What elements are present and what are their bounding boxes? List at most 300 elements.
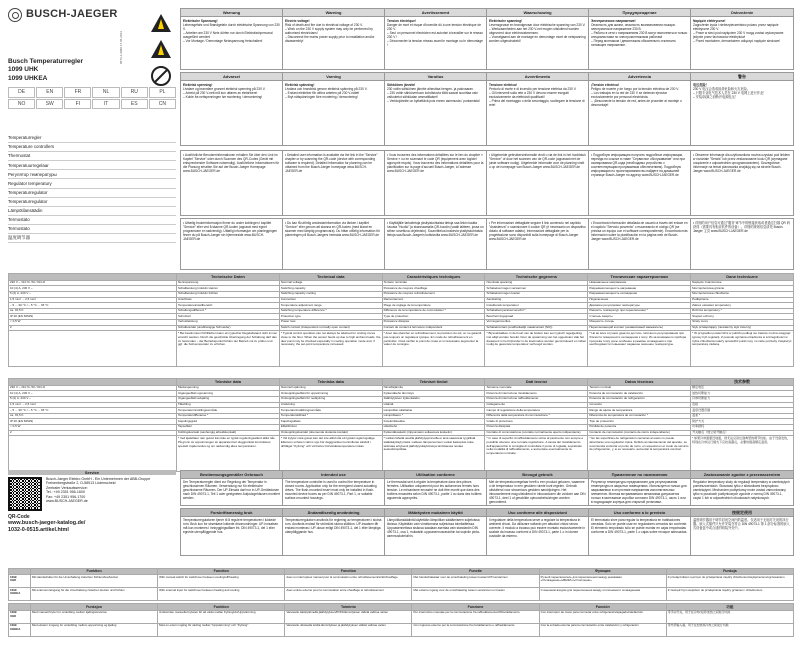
service-heading: Service [8,470,176,475]
technical-data-table-1 [8,273,794,367]
language-code[interactable]: ES [121,99,148,109]
usage-column [283,509,385,555]
tech-label: Switching capacity cooling [279,291,382,297]
usage-column [385,509,487,555]
tech-label: 功率损耗 [691,424,794,430]
tech-label: Anschluss [177,297,280,303]
warning-title: Tensione elettrica! [489,82,517,87]
warning-line: – Arbeid på 230 V-nett må kun utføres av elektrikere! [183,90,258,95]
tech-label: Nominale spanning [485,280,588,286]
warnings-row-1 [180,8,794,70]
tech-label: Tensione nominale [485,385,588,391]
warning-body [691,17,793,44]
tech-label: Schakelcontact (onafhankelijk maakcontact (NO)) [485,325,588,331]
tech-label: Conexión [588,402,691,408]
tech-value: 10 (4) A, 230 V ~ [9,286,177,292]
usage-column [589,471,691,505]
function-header: Toiminto [285,604,412,610]
tech-notes-row [9,331,794,367]
tech-table [8,273,794,367]
tech-label: Nominell spänning [279,385,382,391]
product-title: Busch Temperaturregler [8,58,84,65]
function-model [9,610,31,623]
tech-label: Switch contact (independent normally open contact) [279,325,382,331]
function-text: Med ekstern inngang for omkobling mellom oppvarming og kjøling [31,623,158,636]
usage-column [589,509,691,555]
warning-line: – Voorafgaand aan de montage en demontage moet de netspanning worden uitgeschakeld! [489,34,586,43]
warning-title: Sähköinen jännite! [387,82,416,87]
tech-label: Potenza dissipata [485,424,588,430]
tech-label: Protection type [279,314,382,320]
language-code[interactable]: FR [64,87,91,97]
warning-line: – Перед монтажом / демонтажом обязательно отключить питающее напряжение. [591,38,676,47]
tech-value: IP 20 (EN 60529) [9,314,177,320]
tech-label: Utgangseffekt oppvarming [177,391,280,397]
warning-heading: Предупреждение [589,9,690,17]
usage-text: Regulator temperatury służy do regulacji temperatury w zamkniętych pomieszczeniach. Stosować tylko z siłownikami bezprądowo zamkniętymi. Mechanizm podtynkowy może zostać zamontowany tylko w puszkach podtynkowych zgodnie z normą DIN 49073-1, część 1 lub w odpowiednich obudowach natynkowych. [693,480,790,500]
usage-column [691,509,793,555]
tech-label: Diferencia de temperatura de conmutación * [588,413,691,419]
warning-title: Elektrische Spannung! [183,18,218,23]
warning-line: 230 voltin sähköinen jännite aiheuttaa hengen- ja palovaaran. [387,86,474,91]
function-text: Con la entrada externa para la conmutación entre calefacción y refrigeración [539,623,666,636]
language-code[interactable]: NO [8,99,35,109]
function-model [9,588,31,601]
info-column [589,151,691,215]
info-column [589,219,691,269]
function-model [9,575,31,588]
tech-note: * Typical control operation can not always be attained for cooling zones close to the floor. When the sensor feeds up due to high ambient loads, the dew point may be checked especially in cooling operation mode and, if necessary, the set-point temperature increased. [279,331,382,367]
catalog-url-2[interactable]: 1032-0-0515.artikel.html [8,526,69,533]
function-header: Function [158,569,285,575]
warning-line: Livsfare og brannfare grunnet elektrisk spenning på 230 V. [183,86,266,91]
function-header: Funzione [412,604,539,610]
warning-line: – Koble fra nettspenningen før montering / demontering! [183,94,263,99]
info-column [385,219,487,269]
info-text: • Käyttäjälle tarkoitetuja yksityiskohtaisia tietoja saa linkin kautta luvusta "Huolto" ja skannaamalla QR-koodin (vaatii laitteen, jossa on siihen soveltuva ohjelmisto). Suunnittelua koskevia yksityiskohtaisia tietoja saa Busch-Jaegerin kotisivuilta www.BUSCH-JAEGER.de [387,220,484,237]
info-text: • Uitgebreide gebruikersinformatie vindt u via de link in het hoofdstuk "Service" of door het scannen van de QR-code (apparaat met de juiste software nodig). Uitgebreide informatie voor de planning vindt u op de homepage van Busch-Jaeger www.BUSCH-JAEGER.de [489,152,586,169]
warning-column [283,9,385,69]
info-column [487,219,589,269]
usage-column [691,471,793,505]
function-row [9,588,794,601]
service-line: Zentraler Verkaufsservice: [46,485,88,490]
warning-body [487,17,588,44]
busch-jaeger-logo-icon [8,8,22,22]
tech-label: Potencia de conmutación de calefacción [588,391,691,397]
tech-label: Разрывная мощность нагревание [588,286,691,292]
usage-text: Met de temperatuurregelaar heeft u een product gekozen, waarmee u de temperatuur in een gesloten ruimte kunt regelen. Gebruik uitsluitend voor stroomloos gesloten aandrijvingen. Het inbouwelement mag uitsluitend in inbouwdozen die voldoen aan DIN 49073-1, deel 1 of geschikte opbouwbehuizingen worden gemonteerd. [489,480,586,504]
tech-label: Temperaturinnstillingsområde [177,408,280,414]
tech-note: * In caso di superfici di raffreddamento vicine al pavimento non sempre è possibile ottenere una normale regolazione. A causa del riscaldamento dell'apparecchio si consiglia di controllare il punto di rugiada, soprattutto nella modalità di raffreddamento, e aumentare eventualmente la temperatura nominale. [485,436,588,472]
tech-label: Podłączenie [691,297,794,303]
tech-value: IP 20 (EN 60529) [9,419,177,425]
tech-label: Kytkentäkosketin (riippumaton sulkeutuva kosketin) [382,430,485,436]
warning-line: – Endast elektriker får utföra arbeten på 230 V-nätet! [285,90,360,95]
usage-heading: Zastosowanie zgodne z przeznaczeniem [691,471,793,479]
warning-body [181,81,282,100]
function-text: 带手动开关，用于在冷却/关闭/加热之间进行切换 [666,610,793,623]
warning-line: – Los trabajos en la red de 230 V se deberán ejecutar exclusivamente por personal electricista. [591,90,668,99]
service-line: Tel.: +49 2351 956-1600 [46,490,85,495]
tech-label: Tapseffekt [177,424,280,430]
warning-line: – Prima del montaggio o dello smontaggio, scollegare la tensione di rete! [489,98,585,107]
tech-label: 额定电压 [691,385,794,391]
info-text: • Подробную информацию получить подробные информации, перейдя по ссылке в главе "Сервисное обслуживание" или при сканировании QR-кода (необходимо устройство с соответствующим программным обеспечением). Подробную информацию по проектированию вы найдете на домашней странице Busch-Jaeger по адресу www.BUSCH-JAEGER.de [591,152,685,177]
tech-label: Anslutning [279,402,382,408]
function-text: Con ingresso esterno per la commutazione fra riscaldamento e raffreddamento [412,623,539,636]
language-code[interactable]: PL [149,87,176,97]
tech-note: * Ved kjøleflater nær gulvet kan ikke en typisk reguleringsatferd alltid nås. På grunn av oppvarmingen av apparatet bør duggpunktet kontrolleres spesielt i kjølemodus og om nødvendig økes temperaturen. [177,436,280,472]
function-text: Varustettu ulkoisella tulolla lämmityksen ja jäähdytyksen välistä vaihtoa varten [285,623,412,636]
tech-note: * Bij koelvlakken in de buurt van de bodem kan een typisch regelgedrag niet altijd worden bereikt. Door de opwarming van het opgesloten vlak het dauwpunt in het bijzonder in de koelmodus worden gecontroleerd en indien nodig de gewenste temperatuur verhoogd worden. [485,331,588,367]
tech-label: Utgangseffekt avkjøling [177,396,280,402]
function-text: 带外部输入端，用于在加热和冷却之间进行切换 [666,623,793,636]
warning-body [283,81,384,100]
warning-body [691,81,793,100]
warning-line: – Prace w sieci pod napięciem 230 V mogą zostać wykonywane jedynie przez fachowców elektryków! [693,30,784,39]
warning-line: – 安装/拆卸之前断开电源电压！ [693,94,738,99]
tech-value: – 5 ... 30 °C / – 5 °C ... 45 °C [9,408,177,414]
warning-heading: Advarsel [181,73,282,81]
tech-header: Technische gegevens [485,274,588,281]
function-text: Met handschakelaar voor de omschakeling tussen koelen/UIT/verwarmen [412,575,539,588]
tech-label: Campo di regolazione della temperatura [485,408,588,414]
tech-label: Zakres ustawień temperatury [691,303,794,309]
warning-body [385,17,486,48]
tech-label: Styk przełączający (niezależny styk zwierny) [691,325,794,331]
function-header: Funkcja [666,569,793,575]
function-tables [8,568,794,639]
function-row [9,623,794,636]
model-number: 1099 [10,587,17,592]
tech-label: Instelbereik temperatuur [485,303,588,309]
tech-notes-blank [9,331,177,367]
tech-label: Contatto di commutazione (contatto normalmente aperto indipendente) [485,430,588,436]
info-column [691,219,793,269]
tech-note: * 如果冷却面靠近地面，则无法总是达到典型的调节性能。由于设备发热，特别在冷却运行模式下应检查露点，必要时提高额定温度。 [691,436,794,472]
tech-label: 开关触点（独立常开触点） [691,430,794,436]
technical-data-table-2 [8,378,794,472]
tech-label: Schakelvermogen koelen [485,291,588,297]
tech-label: Différence de la température de commutation * [382,308,485,314]
info-text: • Encontrará información detallada de usuario a través del enlace en el capítulo "Servicio posventa" o escaneando el código QR (se precisa un equipo con el software correspondiente). Encontrará más información sobre la planificación en la página web de Busch-Jaeger www.BUSCH-JAEGER.de [591,220,688,241]
function-text: Med manuell bryter for omkobling mellom kjøling/av/varme [31,610,158,623]
usage-text: Регулятор температуры предназначен для регулирования температуры в закрытых помещениях. Используется только для закрываемых в отсутствие напряжения исполнительных элементов. Монтаж встраиваемого механизма допускается только в монтажные коробки согласно DIN 49073-1, часть 1 или в подходящие корпуса для открытой установки. [591,480,687,504]
warnings-row-2 [180,72,794,146]
usage-column [487,509,589,555]
tech-value: 1,5 mm² ... 2,5 mm² [9,402,177,408]
language-code[interactable]: RU [121,87,148,97]
warning-column [181,9,283,69]
tech-value: – 5 ... 30 °C / – 5 °C ... 45 °C [9,303,177,309]
tech-label: Puissance de coupure refroidissement [382,291,485,297]
function-text: Avec entrée externe pour la commutation entre chauffage et refroidissement [285,588,412,601]
warning-heading: Avertissement [385,9,486,17]
tech-label: Lämpötilaero * [382,413,485,419]
tech-label: Temperaturskillnad * [279,413,382,419]
tech-value: 230 V ~ ±10 %, 50 / 60 Hz [9,385,177,391]
usage-heading: Utilisation conforme [385,471,486,479]
tech-label: Merkespenning [177,385,280,391]
language-code[interactable]: SW [36,99,63,109]
tech-label: Häviöteho [382,424,485,430]
catalog-url-1[interactable]: www.busch-jaeger-katalog.de/ [8,520,86,527]
tech-value: < 0,5 W [9,319,177,325]
tech-label: Verlustleistung [177,319,280,325]
warning-line: – Vor Montage / Demontage Netzspannung freischalten! [183,38,263,43]
usage-text: The temperature controller is used to control the temperature in closed rooms. Application only for the energized closed actuating drives. The flush-mounted insert must only be installed in flush-mounted device boxes as per DIN 49073-1, Part 1, or suitable surface-mounted housings. [285,480,377,500]
tech-label: Aansluiting [485,297,588,303]
tech-label: Puissance de coupure chauffage [382,286,485,292]
tech-label: Tipo de protección [588,419,691,425]
service-line: Busch-Jaeger Elektro GmbH - Ein Unternehmen der ABB-Gruppe [46,477,151,481]
tech-note: * W przypadku powierzchni w pobliżu podłogi nie zawsze można osiągnąć typowy tryb regulacji. Z powodu ogrzania urządzenia w szczególności w trybie chłodzenia należy sprawdzić punkt rosy i w razie potrzeby zwiększyć temperaturę zadaną. [691,331,794,367]
function-header: Fonction [285,569,412,575]
usage-row-1 [180,470,794,506]
function-model [9,623,31,636]
function-text: Ручной переключатель для переключения между режимами «Охлаждение»/«ВЫКЛ»/«Отопление» [539,575,666,588]
usage-heading: Bestimmungsgemäßer Gebrauch [181,471,282,479]
tech-label: Переключающий контакт (независимый замыкатель) [588,325,691,331]
electric-hazard-icon [151,14,171,32]
function-header: 功能 [666,604,793,610]
function-header: Функция [539,569,666,575]
tech-label: Differenza della temperatura di commutazione * [485,413,588,419]
tech-label: Pérdida de potencia [588,424,691,430]
language-code[interactable]: FI [64,99,91,109]
tech-label: Temperaturdifferanse * [177,413,280,419]
tech-label: Vermogensverlies [485,319,588,325]
qr-code-label: QR-Code [8,514,30,520]
tech-label: Schaltungsdifferenz * [177,308,280,314]
warning-line: – Werkzaamheden aan het 230 V-net mogen uitsluitend worden uitgevoerd door elektrovakmensen. [489,26,579,35]
tech-label: Schutzart [177,314,280,320]
language-code[interactable]: IT [92,99,119,109]
warning-column [283,73,385,145]
tech-label: Beschermingsgraad [485,314,588,320]
language-code[interactable]: EN [36,87,63,97]
usage-heading: Ändamålsenlig användning [283,509,384,517]
tech-note: * Avec des plancher en refroidissement, la précision du sol, on ne garantit pas toujours un régulateur typique. En mode de refroidissement en particulier, il faut vérifier le point de rosée et si nécessaire augmenter la valeur de consigne. [382,331,485,367]
brand-logo [8,8,118,22]
warning-heading: Varning [283,73,384,81]
tech-label: Type de protection [382,314,485,320]
function-header: Funksjon [31,604,158,610]
product-name: Termostato [8,216,176,225]
tech-value: < 0,5 W [9,424,177,430]
tech-label: Contacto de conmutación (contacto de cierre independiente) [588,430,691,436]
warning-line: – Disconnect the mains power supply prior to installation and/or disassembly! [285,34,375,43]
info-text: • Vous trouverez des informations détaillées sur le lien du chapitre « Service » ou en scannant le code QR (équipement avec logiciel approprié requis). Vous trouverez des informations détaillées pour la planification sur la page d'accueil Busch-Jaeger, à l'adresse www.BUSCH-JAEGER.de [387,152,484,173]
warning-line: Pericolo di morte e di incendio per tensione elettrica da 230 V. [489,86,577,91]
tech-label: Nominal voltage [279,280,382,286]
warning-heading: Warning [283,9,384,17]
language-code[interactable]: NL [92,87,119,97]
product-header [8,58,176,109]
warning-line: – 230 voltin sähköverkoon kohdistuvia töitä saavat suorittaa vain valtuutetut sähköalan ammattilaiset! [387,90,478,99]
info-row-1 [180,150,794,216]
info-text: • Detailed user information is available via the link in the "Service" chapter or by scanning the QR-code (device with corresponding software is required). Detailed information for planning can be obtained from the Busch-Jaeger homepage www.BUSCH-JAEGER.de [285,152,378,173]
usage-heading: Beoogd gebruik [487,471,588,479]
tech-value: ca. ±0,5 K [9,308,177,314]
warning-line: – Arbeiten am 230 V Netz dürfen nur durch Elektrofachpersonal ausgeführt werden! [183,30,273,39]
tech-label: Номинальное напряжение [588,280,691,286]
tech-label: Kotelointiluokka [382,419,485,425]
function-text: With manual switch for switchover between cooling/off/heating [158,575,285,588]
usage-heading: Применение по назначению [589,471,690,479]
tech-header: Dane techniczne [691,274,794,281]
info-column [181,219,283,269]
tech-header: Technische Daten [177,274,280,281]
tech-label: Plage de réglage de la température [382,303,485,309]
tech-label: Collegamento [485,402,588,408]
warning-line: – Work on the 230 V supply system may only be performed by authorised electricians! [285,26,373,35]
tech-note: * Lattian lähellä olevilla jäähdytyspinnoilla ei aina saavuteta tyypillistä säätökäyttäytymistä. Laitteen lämpenemisen vuoksi kastepiste tulee tarkistaa erityisesti jäähdytyskäytössä ja tarvittaessa nostaa asetuslämpötilaa. [382,436,485,472]
tech-note: * Не во всех случаях удается достичь типичного регулирования при близости поверхности охлаждения к полу. Из-за возможного прибора прогрева точку росы особенно в режиме охлаждения и при необходимости повышают заданное значение температуры. [588,331,691,367]
tech-label: Schakeltemperatuurverschil * [485,308,588,314]
product-name: Temperature controllers [8,143,176,152]
qr-code-icon [8,477,42,511]
product-name: Temperaturregulator [8,198,176,207]
tech-label: Schaltleistung Induktiv Heizen [177,286,280,292]
tech-label: Nimellisjännite [382,385,485,391]
tech-label: Omkopplingseffekt för nedkylning [279,396,382,402]
tech-value: ca. ±0,5 K [9,413,177,419]
product-name: Регулятор температуры [8,170,176,179]
language-code[interactable]: CN [149,99,176,109]
tech-label: Power loss [279,319,382,325]
warning-line: – Bryt nätspänningen före montering / demontering! [285,94,358,99]
info-column [385,151,487,215]
warning-line: – Verkkojännite on kytkettävä pois ennen asennusta / purkamista! [387,98,480,103]
usage-column [181,471,283,505]
warning-line: – Déconnecter la tension réseau avant le montage ou le démontage ! [387,38,483,47]
warning-title: Elektrisk spänning! [285,82,315,87]
tech-header: Technical data [279,274,382,281]
info-text: • 详细的用户信息可通过"服务"章节中的链接获取或者通过扫描 QR 码获得（需要具有相应软件的设备）。详细的规划信息请见 Busch-Jaeger 主页 www.BUSCH-JAEGER.de [693,220,790,233]
function-text: Met externe ingang voor de omschakeling tussen verwarmen en koelen [412,588,539,601]
info-column [691,151,793,215]
warning-body [589,81,690,108]
service-contact [46,477,150,511]
usage-text: 温度调节器用于调节封闭空间内的温度。仅适用于无电时关闭的执行器。嵌入式插件只允许安装在符合 DIN 49073-1 第 1 部分标准的嵌入式设备盒中或合适的明装外壳中。 [693,518,790,530]
warning-column [385,73,487,145]
tech-table [8,378,794,472]
tech-label: 防护方式 [691,419,794,425]
warning-column [181,73,283,145]
model-variant: UHK [10,613,17,618]
product-model-2: 1099 UHKEA [8,74,48,82]
info-row-2 [180,218,794,270]
usage-text: Lämpötilansäädintä käytetään lämpötilan säätämiseen suljetuissa tiloissa. Käytetään vain virrattomana suljetuissa toimilaitteissa. Uppoasennettava sisäosa saadaan asentaa vain standardin DIN 49073-1, osa 1, mukaisiin uppoasennusrasioihin tai sopiviin pinta-asennuskoteloihin. [387,518,480,538]
warning-line: – 只限专业电气技术人员在 230 V 电网上进行作业！ [693,90,767,95]
usage-text: Der Temperaturregler dient zur Regelung der Temperatur in geschlossenen Räumen. Verwendung nur für elektrische geschlossene Räumen. Der UP-Einsatz darf nur in UP-Gerätedosen nach DIN 49073-1, Teil 1 oder geeigneten Aufputzgehäusen montiert werden. [183,480,280,500]
warning-title: Электрическое напряжение! [591,18,636,23]
tech-label: Kytkentäteho lämmitys [382,391,485,397]
model-variant: UHKEA [10,591,21,596]
function-text: Z zewnętrznym wejściem do przełączania między grzaniem i chłodzeniem [666,588,793,601]
info-column [181,151,283,215]
warning-title: Elektrisk spenning! [183,82,213,87]
product-name: Lämpötilansäädin [8,207,176,216]
model-number: 1099 [10,609,17,614]
tech-label: Potenza di interruzione raffreddamento [485,396,588,402]
tech-header: Tekniske data [177,379,280,386]
warning-line: Lebensgefahr und Brandgefahr durch elektrische Spannung von 230 V. [183,22,280,31]
tech-value: 1,5 mm² ... 2,5 mm² [9,297,177,303]
language-code[interactable]: DE [8,87,35,97]
usage-column [181,509,283,555]
warning-body [487,81,588,108]
tech-label: Диапазон регулировки температуры [588,303,691,309]
tech-label: Potenza di interruzione riscaldamento [485,391,588,397]
tech-label: Moc łączeniowa grzanie [691,286,794,292]
tech-label: Connection [279,297,382,303]
warning-title: ¡Tensión eléctrica! [591,82,619,87]
usage-heading: Intended use [283,471,384,479]
tech-header: 技术参数 [691,379,794,386]
product-names-list [8,134,176,243]
warning-line: 230 V 电压会造成致命危险和火灾危险。 [693,86,751,91]
info-column [283,219,385,269]
tech-label: Temperatureinstellbereich [177,303,280,309]
function-row [9,610,794,623]
info-text: • Ausführliche Benutzerinformationen erhalten Sie über den Link im Kapitel "Service" oder durch Scannen des QR-Codes (Gerät mit entsprechender Software notwendig). Ausführliche Informationen für die Planung erhalten Sie auf der Busch-Jaeger Homepage www.BUSCH-JAEGER.de [183,152,280,173]
warning-body [181,17,282,44]
info-text: • Du kan få utförlig användarinformation via länken i kapitlet "Service" eller genom att skanna en QR-koden (med klarat en skanner med lämplig programvara). Du hittar utförlig information för planeringen på Busch-Jaegers hemsida www.BUSCH-JAEGER.de [285,220,380,237]
tech-label: Schakelvermogen verwarmen [485,286,588,292]
tech-label: Мощность потерь [588,319,691,325]
tech-label: Temperature adjustment range [279,303,382,309]
tech-label: Grado di protezione [485,419,588,425]
function-text: Avec un interrupteur manuel pour la commutation entre refroidissement/arrêt/chauffage [285,575,412,588]
tech-label: Liitäntä [382,402,485,408]
usage-column [487,471,589,505]
tech-header: Caractéristiques techniques [382,274,485,281]
usage-text: El termostato sirve para regular la temperatura en habitaciones cerradas. Solo se puede usar en reguladores cerrados sin corriente. El elemento empotrado sólo se puede montar en cajas empotradas conforme a DIN 49073-1, parte 1 o cajas sobre revoque adecuadas. [591,518,688,534]
warning-line: – Работы в сети с напряжением 230 В могут выполняться только специалистами по электромонтажным работам! [591,30,688,39]
function-header: Funktion [31,569,158,575]
tech-label: Kapslingsgrad [177,419,280,425]
info-text: • Utførlig brukerinformasjon finner du under koblingen i kapitlet "Service" eller ved å skanne QR-koden (apparat med egnet programvare er nødvendig). Utførlig informasjon om planleggingen finner du på Busch-Jaeger sin hjemmeside www.BUSCH-JAEGER.de [183,220,278,241]
product-name: Termostato [8,225,176,234]
warning-column [691,73,793,145]
warning-triangle-icon [151,40,171,58]
tech-value: 10 (4) A, 230 V ~ [9,391,177,397]
tech-value: 2 [9,430,177,436]
warning-line: – Gli interventi sulla rete a 230 V devono essere eseguiti esclusivamente da elettricisti qualificati! [489,90,569,99]
warning-heading: Warnung [181,9,282,17]
warning-line: Peligro de muerte y de fuego por la tensión eléctrica de 230 V. [591,86,679,91]
tech-label: Jäähdytyksen kytkentäteho [382,396,485,402]
tech-label: Schaltleistung Induktiv Kühlen [177,291,280,297]
tech-label: Tilkobling [177,402,280,408]
tech-label: 冷却切断能力 [691,396,794,402]
tech-label: Lämpötilan säätöalue [382,408,485,414]
usage-text: Temperaturregulatoren tjener til å regulere temperaturen i lukkede rom. Bruk kun for strømløse lukkede drivanordninger. UP-innsatsen må kun monteres i innbyggingsdåser iht. DIN 49073-1, del 1 eller egnede utenpåliggende hus. [183,518,279,534]
tech-label: Effektförlust [279,424,382,430]
usage-text: Temperaturregulatorn används för reglering av temperaturen i slutna rum. Används endast för strömlöst slutna ställdon. UP-insatsen får endast monteras i UP-dosor enligt DIN 49073-1, del 1 eller lämpliga utanpåliggande hus. [285,518,382,534]
function-text: Per interruttore manuale per la commutazione fra raffreddamento/off/riscaldamento [412,610,539,623]
warning-body [385,81,486,104]
function-text: With external input for switchover between heating and cooling [158,588,285,601]
brand-name: BUSCH-JAEGER [26,8,118,21]
tech-label: Tension nominale [382,280,485,286]
usage-text: Il regolatore della temperatura serve a regolare la temperatura in ambienti chiusi. Da utilizzare soltanto per attuatori chiusi senza corrente. Il modulo a incasso può essere montato esclusivamente in scatole da incasso conformi a DIN 49073-1, parte 1 o in idonee custodie da esterno. [489,518,586,538]
tech-label: Omkopplingskontakt (oberoende slutande kontakt) [279,430,382,436]
warning-heading: Advertencia [589,73,690,81]
